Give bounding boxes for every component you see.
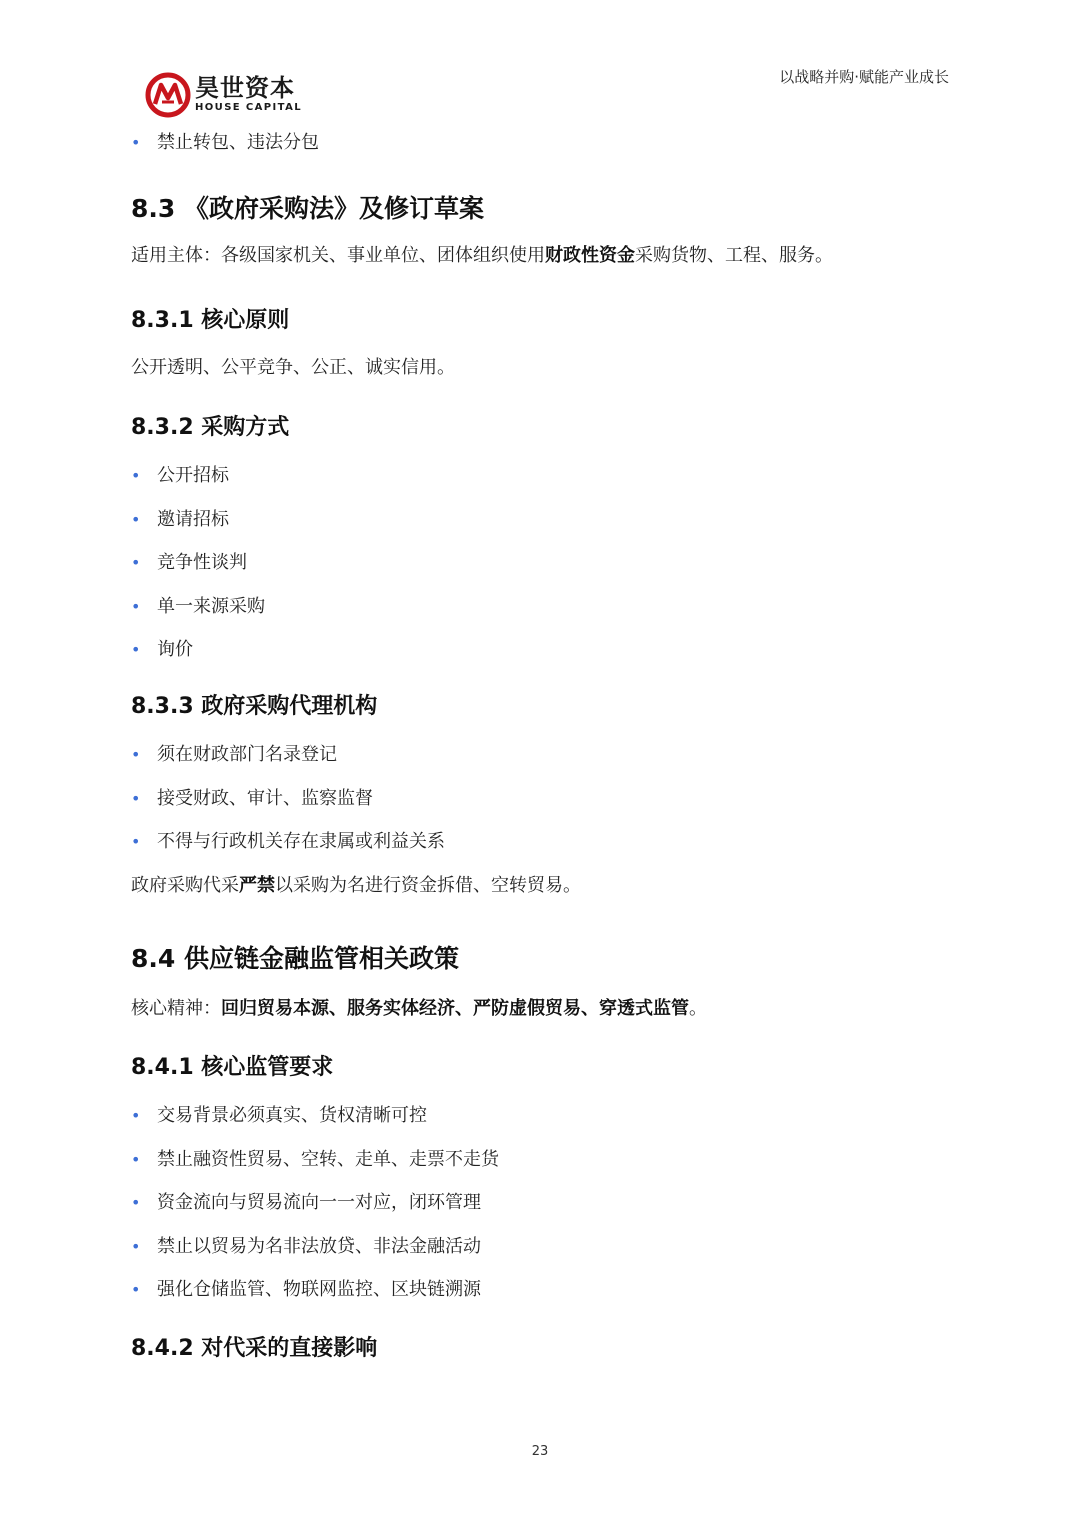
bullet-icon: • [131, 745, 141, 764]
bullet-icon: • [131, 596, 141, 616]
page-content [131, 128, 951, 1365]
bullet-icon: • [131, 1236, 141, 1256]
list-item: • 禁止转包、违法分包 [131, 128, 951, 158]
header-slogan: 以战略并购·赋能产业成长 [779, 68, 949, 86]
bullet-icon: • [131, 509, 141, 529]
logo-chinese-name: 昊世资本 [195, 74, 295, 102]
core-principles-paragraph: 公开透明、公平竞争、公正、诚实信用。 [131, 357, 455, 378]
list-item: • 接受财政、审计、监察监督 [131, 784, 951, 814]
company-logo [145, 72, 302, 118]
bullet-icon: • [131, 832, 141, 851]
list-item: • 不得与行政机关存在隶属或利益关系 [131, 827, 951, 857]
section-heading-8-3-2: 8.3.2 采购方式 [131, 415, 290, 440]
house-capital-logo-icon [145, 72, 191, 118]
bullet-icon: • [131, 133, 141, 152]
bullet-icon: • [131, 1149, 141, 1169]
list-item: • 须在财政部门名录登记 [131, 740, 951, 770]
procurement-note-paragraph: 政府采购代采严禁以采购为名进行资金拆借、空转贸易。 [131, 875, 581, 896]
bullet-icon: • [131, 553, 141, 572]
section-heading-8-3-3: 8.3.3 政府采购代理机构 [131, 694, 378, 719]
list-item: • 禁止以贸易为名非法放贷、非法金融活动 [131, 1232, 951, 1262]
emphasis-text: 严禁 [239, 875, 275, 896]
section-heading-8-4-2: 8.4.2 对代采的直接影响 [131, 1336, 378, 1361]
section-heading-8-4: 8.4 供应链金融监管相关政策 [131, 944, 459, 973]
list-item: • 邀请招标 [131, 505, 951, 535]
list-item: • 禁止融资性贸易、空转、走单、走票不走货 [131, 1145, 951, 1175]
applicable-subject-paragraph: 适用主体：各级国家机关、事业单位、团体组织使用财政性资金采购货物、工程、服务。 [131, 245, 833, 266]
logo-english-name: HOUSE CAPITAL [195, 102, 302, 113]
bullet-icon: • [131, 640, 141, 659]
list-item: • 公开招标 [131, 461, 951, 491]
core-spirit-paragraph: 核心精神：回归贸易本源、服务实体经济、严防虚假贸易、穿透式监管。 [131, 998, 707, 1019]
list-item: • 交易背景必须真实、货权清晰可控 [131, 1101, 951, 1131]
list-item: • 资金流向与贸易流向一一对应，闭环管理 [131, 1188, 951, 1218]
section-heading-8-3-1: 8.3.1 核心原则 [131, 308, 290, 333]
section-heading-8-4-1: 8.4.1 核心监管要求 [131, 1055, 334, 1080]
section-heading-8-3: 8.3 《政府采购法》及修订草案 [131, 194, 484, 223]
emphasis-text: 财政性资金 [545, 245, 635, 266]
bullet-icon: • [131, 1280, 141, 1299]
list-item: • 强化仓储监管、物联网监控、区块链溯源 [131, 1275, 951, 1305]
bullet-icon: • [131, 1106, 141, 1125]
bullet-icon: • [131, 1193, 141, 1212]
emphasis-text: 回归贸易本源、服务实体经济、严防虚假贸易、穿透式监管 [221, 998, 689, 1019]
list-item: • 询价 [131, 635, 951, 665]
list-item: • 单一来源采购 [131, 592, 951, 622]
bullet-icon: • [131, 788, 141, 808]
list-item: • 竞争性谈判 [131, 548, 951, 578]
page-number: 23 [531, 1444, 549, 1459]
bullet-icon: • [131, 466, 141, 485]
